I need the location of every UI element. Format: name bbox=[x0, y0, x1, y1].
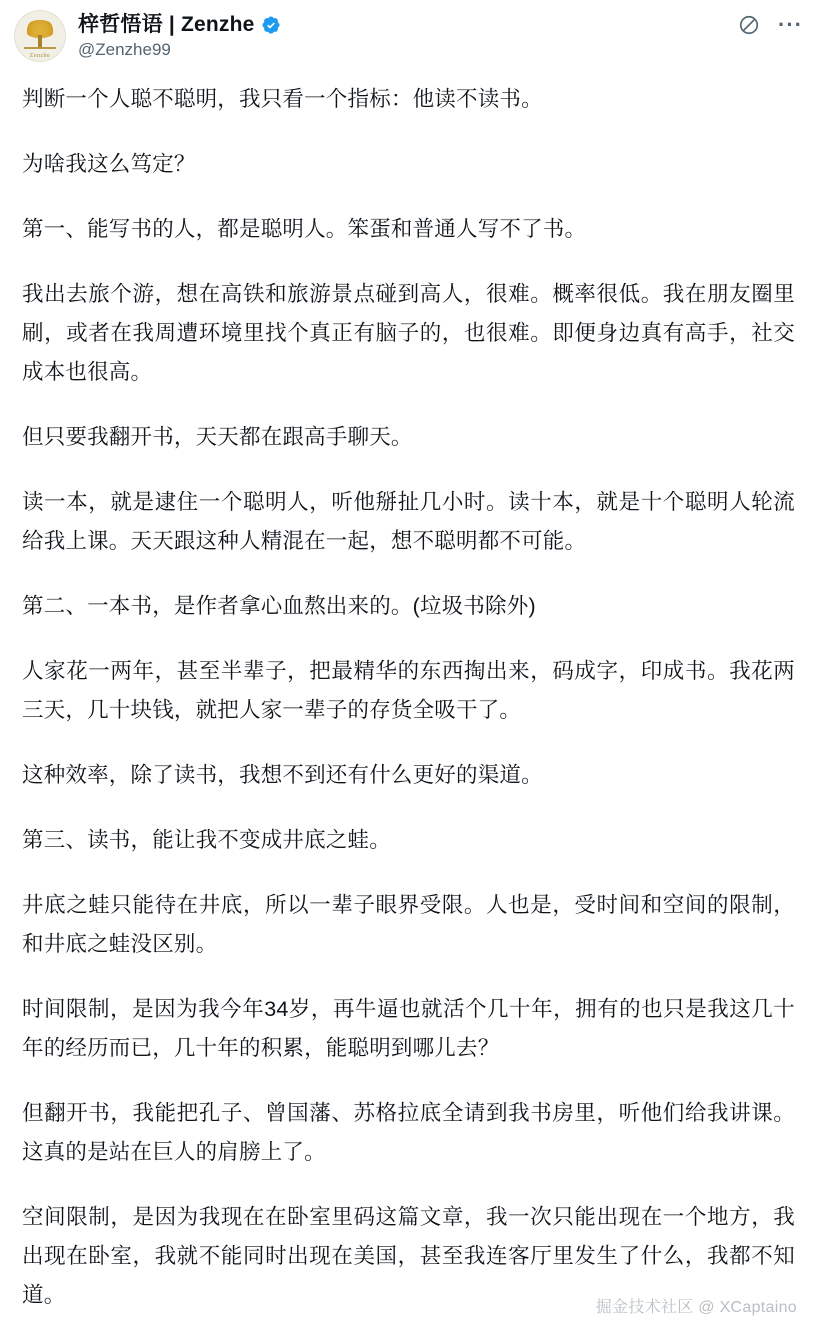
avatar[interactable] bbox=[14, 10, 66, 62]
post-paragraph: 这种效率，除了读书，我想不到还有什么更好的渠道。 bbox=[22, 763, 543, 787]
post-paragraph: 但翻开书，我能把孔子、曾国藩、苏格拉底全请到我书房里，听他们给我讲课。这真的是站在巨人的肩膀上了。 bbox=[22, 1101, 795, 1164]
author-handle[interactable]: @Zenzhe99 bbox=[78, 40, 171, 59]
post-paragraph: 为啥我这么笃定？ bbox=[22, 152, 196, 176]
avatar-label: Zenzhe bbox=[29, 53, 51, 59]
author-display-name[interactable]: 梓哲悟语 | Zenzhe bbox=[78, 13, 255, 36]
post-body bbox=[0, 66, 817, 1325]
post-paragraph: 空间限制，是因为我现在在卧室里码这篇文章，我一次只能出现在一个地方，我出现在卧室，我就不能同时出现在美国，甚至我连客厅里发生了什么，我都不知道。 bbox=[22, 1205, 795, 1307]
post-paragraph: 第三、读书，能让我不变成井底之蛙。 bbox=[22, 828, 391, 852]
post-paragraph: 第二、一本书，是作者拿心血熬出来的。(垃圾书除外) bbox=[22, 594, 536, 618]
post-header bbox=[0, 0, 817, 66]
post-paragraph: 第一、能写书的人，都是聪明人。笨蛋和普通人写不了书。 bbox=[22, 217, 587, 241]
mute-slash-icon[interactable] bbox=[738, 14, 760, 36]
post-paragraph: 但只要我翻开书，天天都在跟高手聊天。 bbox=[22, 425, 413, 449]
post-paragraph: 我出去旅个游，想在高铁和旅游景点碰到高人，很难。概率很低。我在朋友圈里刷，或者在我周遭环境里找个真正有脑子的，也很难。即便身边真有高手，社交成本也很高。 bbox=[22, 282, 795, 384]
post-paragraph: 人家花一两年，甚至半辈子，把最精华的东西掏出来，码成字，印成书。我花两三天，几十块钱，就把人家一辈子的存货全吸干了。 bbox=[22, 659, 795, 722]
watermark: 掘金技术社区 @ XCaptaino bbox=[595, 1299, 797, 1316]
post-paragraph: 读一本，就是逮住一个聪明人，听他掰扯几小时。读十本，就是十个聪明人轮流给我上课。天天跟这种人精混在一起，想不聪明都不可能。 bbox=[22, 490, 795, 553]
post-paragraph: 判断一个人聪不聪明，我只看一个指标：他读不读书。 bbox=[22, 87, 543, 111]
ground-line-icon bbox=[24, 47, 56, 49]
post-paragraph: 时间限制，是因为我今年34岁，再牛逼也就活个几十年，拥有的也只是我这几十年的经历而已，几十年的积累，能聪明到哪儿去？ bbox=[22, 997, 795, 1060]
verified-badge-icon bbox=[261, 15, 281, 35]
author-name-block bbox=[78, 10, 281, 60]
header-actions bbox=[738, 14, 803, 36]
tree-trunk-icon bbox=[38, 35, 42, 47]
post-paragraph: 井底之蛙只能待在井底，所以一辈子眼界受限。人也是，受时间和空间的限制，和井底之蛙没区别。 bbox=[22, 893, 795, 956]
more-options-icon[interactable]: ··· bbox=[778, 12, 803, 37]
display-name-row bbox=[78, 12, 281, 38]
